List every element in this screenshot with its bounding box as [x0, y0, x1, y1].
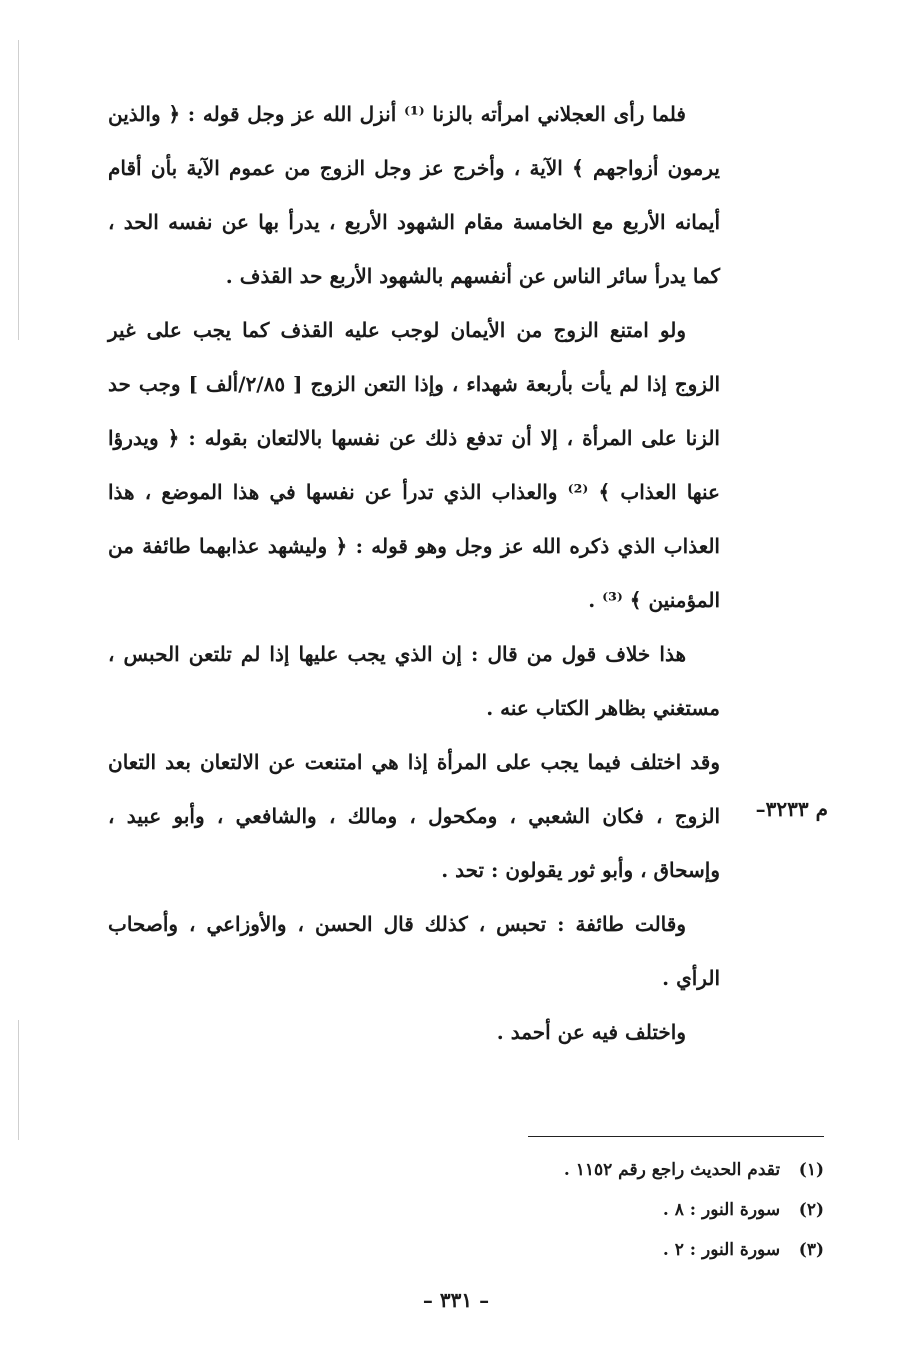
footnote-number: (٢): [798, 1200, 824, 1220]
footnote-number: (١): [798, 1160, 824, 1180]
paragraph: واختلف فيه عن أحمد .: [496, 1020, 686, 1044]
paragraph: ولو امتنع الزوج من الأيمان لوجب عليه القذف كما يجب على غير الزوج إذا لم يأت بأربعة شهداء ، وإذا التعن الزوج [ ٢/٨٥/ألف ] وجب حد الزنا على المرأة ، إلا أن تدفع ذلك عن نفسها بالالتعان بقوله : ﴿ ويدرؤا عنها العذاب ﴾ ⁽²⁾ والعذاب الذي تدرأ عن نفسها في هذا الموضع ، هذا العذاب الذي ذكره الله عز وجل وهو قوله : ﴿ وليشهد عذابهما طائفة من المؤمنين ﴾ ⁽³⁾ .: [108, 318, 721, 612]
footnote-divider: [528, 1136, 824, 1137]
margin-reference-number: م ٣٢٣٣–: [755, 797, 828, 821]
footnote-text: سورة النور : ٨ .: [662, 1200, 781, 1220]
footnote-number: (٣): [798, 1240, 824, 1260]
scan-artifact-line: [18, 40, 19, 340]
main-text: [108, 87, 720, 1059]
paragraph-numbered: وقد اختلف فيما يجب على المرأة إذا هي امتنعت عن الالتعان بعد التعان الزوج ، فكان الشعبي ، ومكحول ، ومالك ، والشافعي ، وأبو عبيد ، وإسحاق ، وأبو ثور يقولون : تحد .: [108, 750, 720, 882]
paragraph: وقالت طائفة : تحبس ، كذلك قال الحسن ، والأوزاعي ، وأصحاب الرأي .: [108, 912, 720, 990]
footnote-text: تقدم الحديث راجع رقم ١١٥٢ .: [563, 1160, 781, 1180]
footnote-item: [400, 1150, 824, 1190]
paragraph: هذا خلاف قول من قال : إن الذي يجب عليها إذا لم تلتعن الحبس ، مستغني بظاهر الكتاب عنه .: [108, 642, 720, 720]
scan-artifact-line: [18, 1020, 19, 1140]
footnote-text: سورة النور : ٢ .: [662, 1240, 781, 1260]
footnotes: [400, 1150, 824, 1270]
page-number: – ٣٣١ –: [422, 1288, 490, 1312]
paragraph: فلما رأى العجلاني امرأته بالزنا ⁽¹⁾ أنزل الله عز وجل قوله : ﴿ والذين يرمون أزواجهم ﴾ الآية ، وأخرج عز وجل الزوج من عموم الآية بأن أقام أيمانه الأربع مع الخامسة مقام الشهود الأربع ، يدرأ بها عن نفسه الحد ، كما يدرأ سائر الناس عن أنفسهم بالشهود الأربع حد القذف .: [108, 102, 720, 288]
footnote-item: [400, 1190, 824, 1230]
footnote-item: [400, 1230, 824, 1270]
